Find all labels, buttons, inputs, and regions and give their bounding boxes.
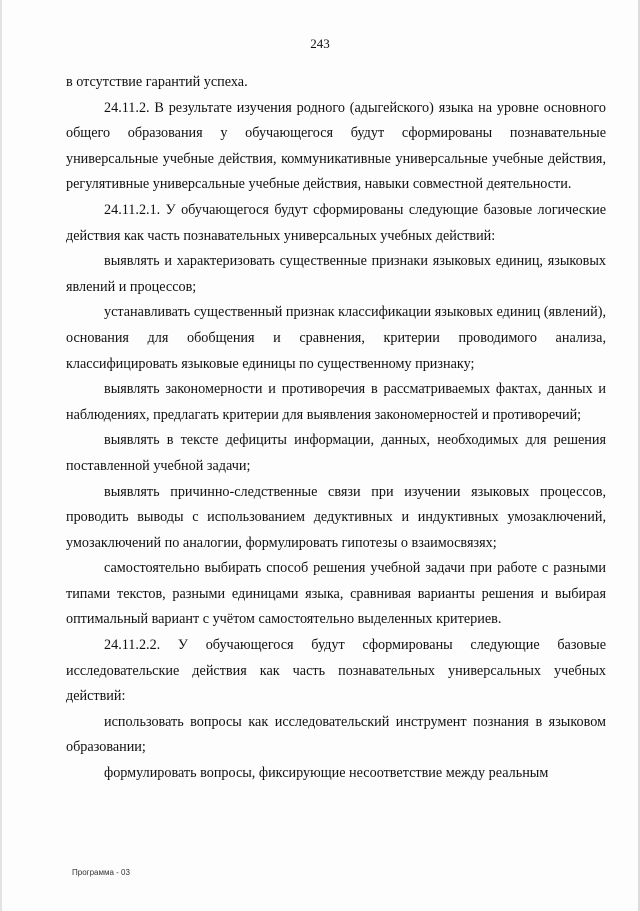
paragraph-24-11-2-1: 24.11.2.1. У обучающегося будут сформированы следующие базовые логические действия как часть познавательных универсальных учебных действий: <box>66 201 606 244</box>
list-item-causality: выявлять причинно-следственные связи при изучении языковых процессов, проводить выводы с использованием дедуктивных и индуктивных умозаключений, умозаключений по аналогии, формулировать гипотезы о взаимосвязях; <box>66 483 606 551</box>
list-item-deficits: выявлять в тексте дефициты информации, данных, необходимых для решения поставленной учебной задачи; <box>66 432 606 474</box>
paragraph-24-11-2-2: 24.11.2.2. У обучающегося будут сформированы следующие базовые исследовательские действия как часть познавательных универсальных учебных действий: <box>66 637 606 705</box>
list-item-solution-method: самостоятельно выбирать способ решения учебной задачи при работе с разными типами текстов, разными единицами языка, сравнивая варианты решения и выбирая оптимальный вариант с учётом самостоятельно выделенных критериев. <box>66 560 606 628</box>
list-item-characterize: выявлять и характеризовать существенные признаки языковых единиц, языковых явлений и процессов; <box>66 253 606 295</box>
list-item-patterns: выявлять закономерности и противоречия в рассматриваемых фактах, данных и наблюдениях, предлагать критерии для выявления закономерностей и противоречий; <box>66 381 606 423</box>
paragraph-24-11-2: 24.11.2. В результате изучения родного (адыгейского) языка на уровне основного общего образования у обучающегося будут сформированы познавательные универсальные учебные действия, коммуникативные универсальные учебные действия, регулятивные универсальные учебные действия, навыки совместной деятельности. <box>66 99 606 193</box>
paragraph-continuation: в отсутствие гарантий успеха. <box>66 74 248 90</box>
list-item-questions: использовать вопросы как исследовательский инструмент познания в языковом образовании; <box>66 713 606 756</box>
list-item-formulate-questions: формулировать вопросы, фиксирующие несоответствие между реальным <box>104 765 549 782</box>
footer-label: Программа - 03 <box>72 868 130 877</box>
body-text <box>66 70 606 787</box>
list-item-classify: устанавливать существенный признак классификации языковых единиц (явлений), основания для обобщения и сравнения, критерии проводимого анализа, классифицировать языковые единицы по существенному признаку; <box>66 304 606 372</box>
page-number: 243 <box>310 36 330 51</box>
